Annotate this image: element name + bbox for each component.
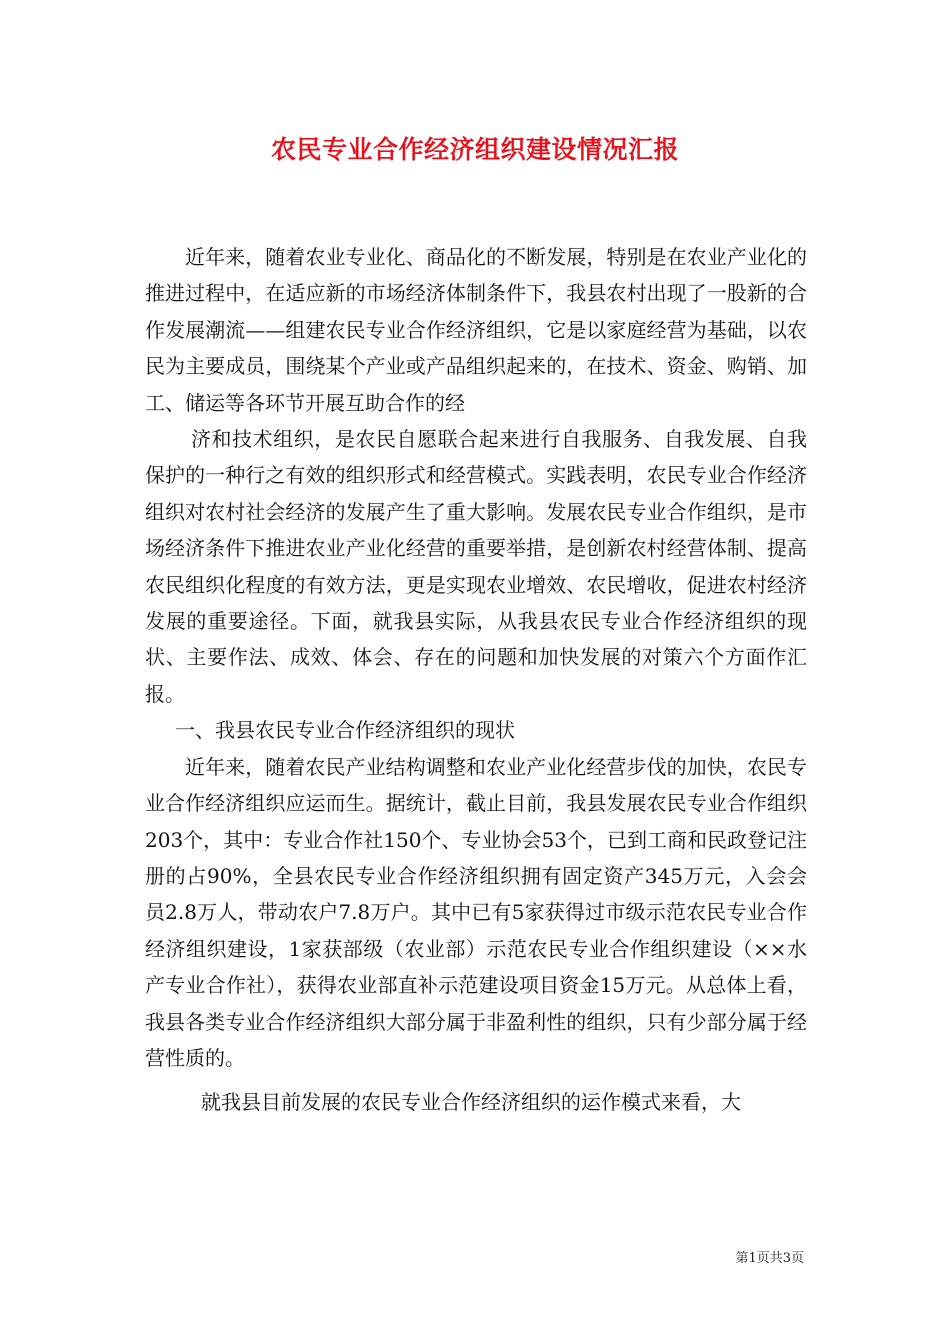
paragraph-status: 近年来，随着农民产业结构调整和农业产业化经营步伐的加快，农民专业合作经济组织应运而生。据统计，截止目前，我县发展农民专业合作组织203个，其中：专业合作社150个、专业协会53个，已到工商和民政登记注册的占90%，全县农民专业合作经济组织拥有固定资产345万元，入会会员2.8万人，带动农户7.8万户。其中已有5家获得过市级示范农民专业合作经济组织建设，1家获部级（农业部）示范农民专业合作组织建设（××水产专业合作社），获得农业部直补示范建设项目资金15万元。从总体上看，我县各类专业合作经济组织大部分属于非盈利性的组织，只有少部分属于经营性质的。 (145, 754, 807, 1070)
document-body (145, 239, 807, 1121)
paragraph-intro-continued: 济和技术组织，是农民自愿联合起来进行自我服务、自我发展、自我保护的一种行之有效的组织形式和经营模式。实践表明，农民专业合作经济组织对农村社会经济的发展产生了重大影响。发展农民专业合作组织，是市场经济条件下推进农业产业化经营的重要举措，是创新农村经营体制、提高农民组织化程度的有效方法，更是实现农业增效、农民增收，促进农村经济发展的重要途径。下面，就我县实际，从我县农民专业合作经济组织的现状、主要作法、成效、体会、存在的问题和加快发展的对策六个方面作汇报。 (145, 427, 807, 706)
document-title: 农民专业合作经济组织建设情况汇报 (270, 135, 679, 164)
paragraph-intro: 近年来，随着农业专业化、商品化的不断发展，特别是在农业产业化的推进过程中，在适应新的市场经济体制条件下，我县农村出现了一股新的合作发展潮流——组建农民专业合作经济组织，它是以家庭经营为基础，以农民为主要成员，围绕某个产业或产品组织起来的，在技术、资金、购销、加工、储运等各环节开展互助合作的经 (145, 245, 807, 415)
page-number: 第1页共3页 (735, 1251, 804, 1266)
paragraph-operating-model: 就我县目前发展的农民专业合作经济组织的运作模式来看，大 (201, 1090, 741, 1115)
section-heading-status: 一、我县农民专业合作经济组织的现状 (175, 718, 515, 743)
